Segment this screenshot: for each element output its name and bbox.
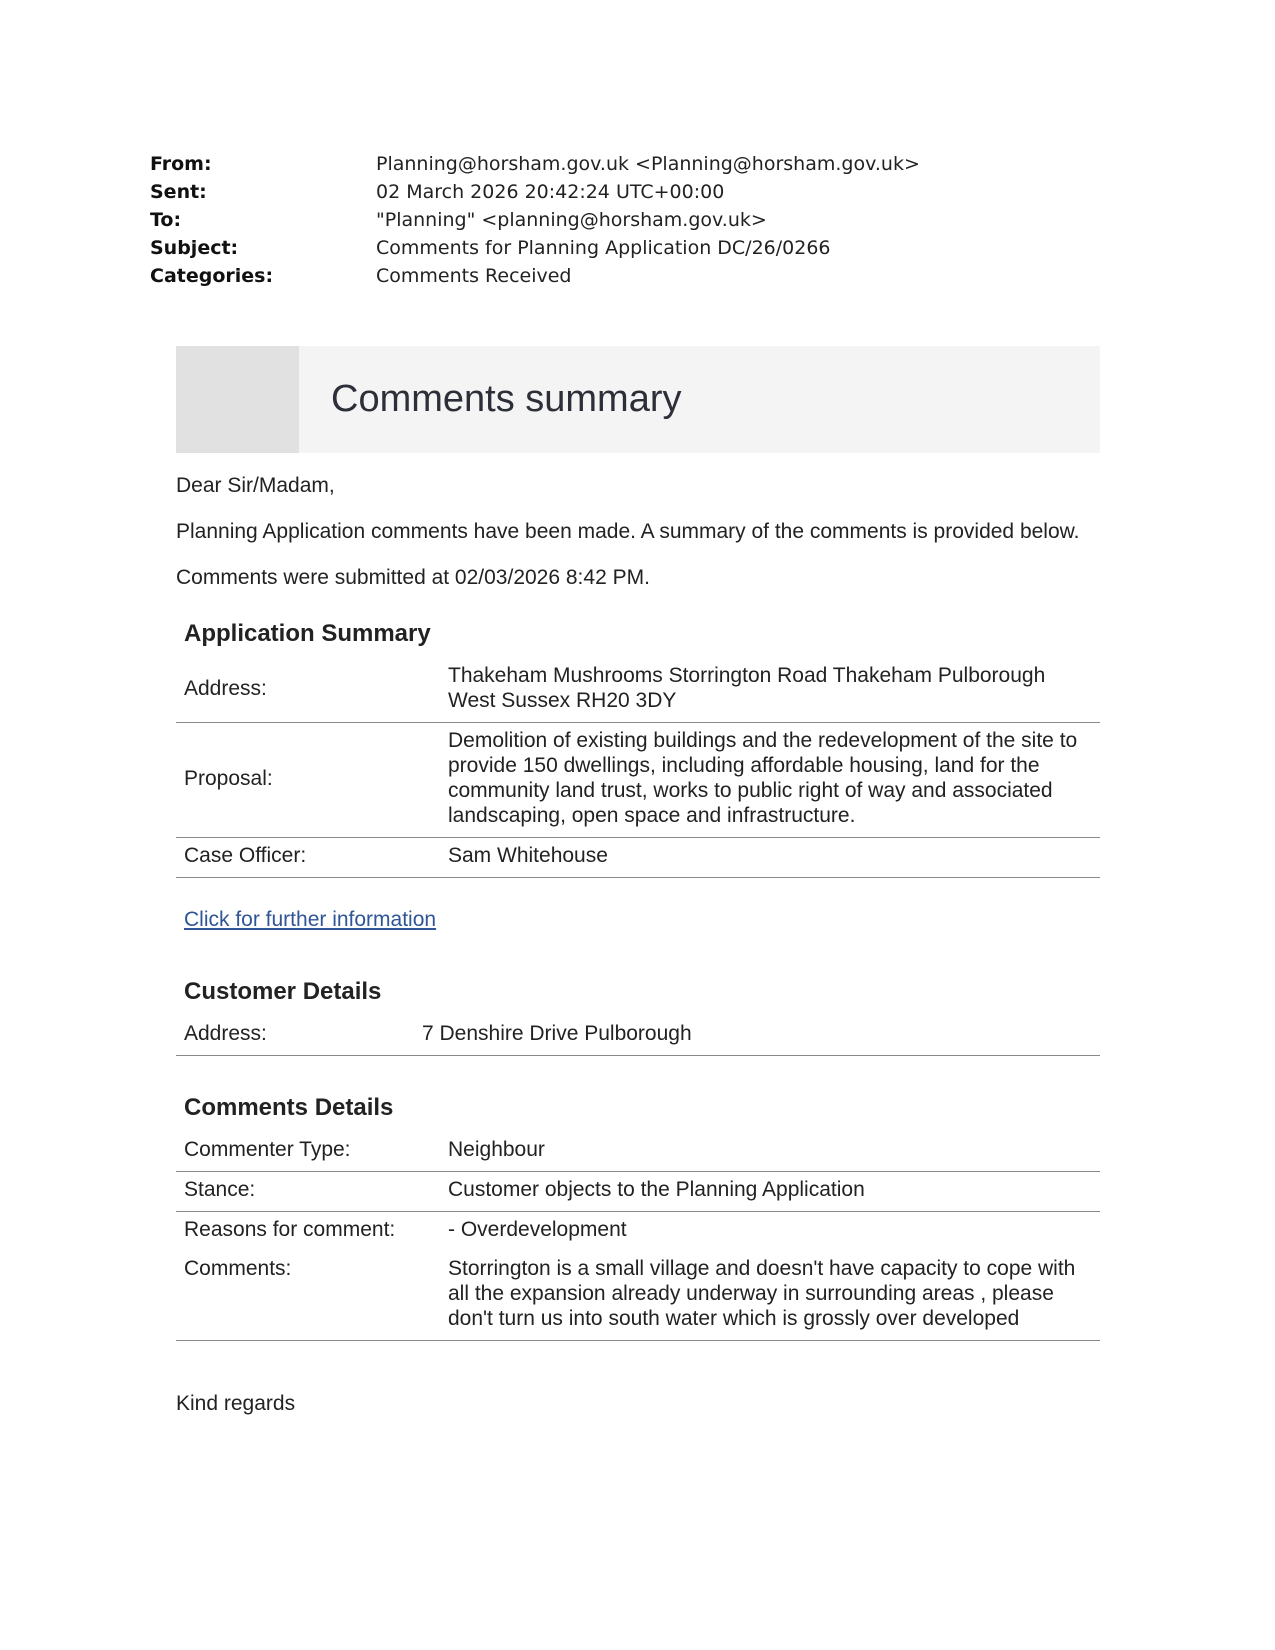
banner-title-area bbox=[299, 346, 1100, 453]
stance-value: Customer objects to the Planning Application bbox=[440, 1172, 1100, 1212]
from-value: Planning@horsham.gov.uk <Planning@horsham.gov.uk> bbox=[376, 153, 920, 175]
further-info-link-wrap bbox=[176, 908, 1100, 932]
to-row bbox=[150, 206, 1050, 234]
subject-value: Comments for Planning Application DC/26/0266 bbox=[376, 237, 831, 259]
email-body bbox=[176, 346, 1100, 1417]
commenter-type-label: Commenter Type: bbox=[176, 1132, 440, 1172]
customer-address-value: 7 Denshire Drive Pulborough bbox=[414, 1016, 1100, 1056]
table-row bbox=[176, 1212, 1100, 1252]
proposal-label: Proposal: bbox=[176, 723, 440, 838]
from-label: From: bbox=[150, 153, 212, 175]
categories-row bbox=[150, 262, 1050, 290]
intro-text: Planning Application comments have been made. A summary of the comments is provided below. bbox=[176, 520, 1080, 543]
stance-label: Stance: bbox=[176, 1172, 440, 1212]
table-row bbox=[176, 723, 1100, 838]
customer-address-label: Address: bbox=[176, 1016, 414, 1056]
email-header bbox=[150, 150, 1050, 290]
comments-label: Comments: bbox=[176, 1251, 440, 1341]
comments-details-heading: Comments Details bbox=[184, 1094, 394, 1121]
table-row bbox=[176, 1016, 1100, 1056]
table-row bbox=[176, 1132, 1100, 1172]
greeting: Dear Sir/Madam, bbox=[176, 474, 335, 497]
subject-row bbox=[150, 234, 1050, 262]
application-summary-heading: Application Summary bbox=[184, 620, 431, 647]
to-value: "Planning" <planning@horsham.gov.uk> bbox=[376, 209, 767, 231]
sent-label: Sent: bbox=[150, 181, 207, 203]
table-row bbox=[176, 1251, 1100, 1341]
page-title: Comments summary bbox=[331, 378, 682, 420]
application-summary-table bbox=[176, 658, 1100, 878]
categories-value: Comments Received bbox=[376, 265, 572, 287]
case-officer-value: Sam Whitehouse bbox=[440, 838, 1100, 878]
further-information-link[interactable]: Click for further information bbox=[184, 908, 437, 931]
banner-logo-placeholder bbox=[176, 346, 299, 453]
customer-details-table bbox=[176, 1016, 1100, 1056]
customer-details-heading: Customer Details bbox=[184, 978, 382, 1005]
proposal-value: Demolition of existing buildings and the redevelopment of the site to provide 150 dwellings, including affordable housing, land for the community land trust, works to public right of way and associated landscaping, open space and infrastructure. bbox=[440, 723, 1100, 838]
table-row bbox=[176, 1172, 1100, 1212]
comments-details-table bbox=[176, 1132, 1100, 1341]
to-label: To: bbox=[150, 209, 182, 231]
table-row bbox=[176, 838, 1100, 878]
submitted-text: Comments were submitted at 02/03/2026 8:42 PM. bbox=[176, 566, 650, 589]
summary-banner bbox=[176, 346, 1100, 453]
case-officer-label: Case Officer: bbox=[176, 838, 440, 878]
reasons-label: Reasons for comment: bbox=[184, 1218, 396, 1241]
sent-value: 02 March 2026 20:42:24 UTC+00:00 bbox=[376, 181, 725, 203]
closing-text: Kind regards bbox=[176, 1392, 296, 1415]
table-row bbox=[176, 658, 1100, 723]
address-label: Address: bbox=[176, 658, 440, 723]
from-row bbox=[150, 150, 1050, 178]
commenter-type-value: Neighbour bbox=[440, 1132, 1100, 1172]
comments-value: Storrington is a small village and doesn't have capacity to cope with all the expansion already underway in surrounding areas , please don't turn us into south water which is grossly over developed bbox=[440, 1251, 1100, 1341]
reasons-value: - Overdevelopment bbox=[448, 1218, 627, 1241]
sent-row bbox=[150, 178, 1050, 206]
subject-label: Subject: bbox=[150, 237, 239, 259]
categories-label: Categories: bbox=[150, 265, 274, 287]
address-value: Thakeham Mushrooms Storrington Road Thakeham Pulborough West Sussex RH20 3DY bbox=[440, 658, 1100, 723]
